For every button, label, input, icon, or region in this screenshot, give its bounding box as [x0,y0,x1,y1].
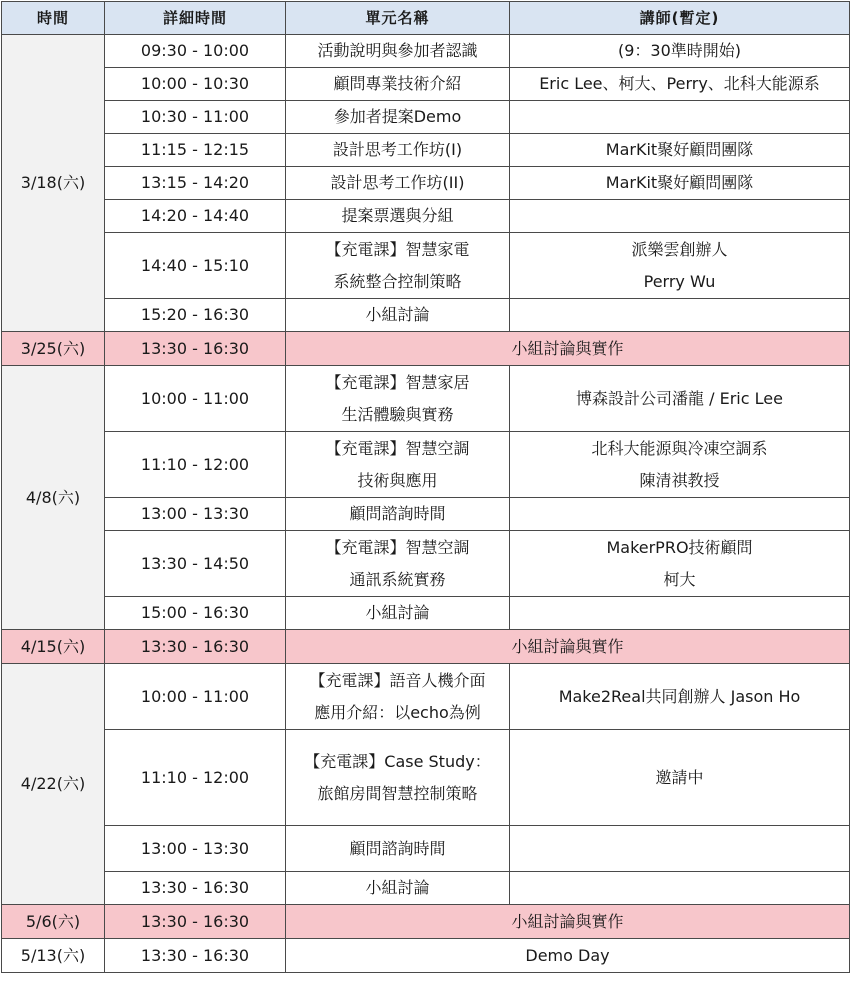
header-row [2,2,850,35]
unit-cell-line: 【充電課】語音人機介面 [309,670,486,690]
teacher-cell [510,730,850,826]
teacher-cell [510,68,850,101]
time-cell-line: 14:20 - 14:40 [140,206,250,225]
header-date: 時間 [2,2,105,35]
table-row [2,68,850,101]
time-cell [105,68,286,101]
header-teacher: 講師(暫定) [510,2,850,35]
teacher-cell [510,432,850,498]
time-cell [105,905,286,939]
time-cell-line: 10:30 - 11:00 [140,107,250,126]
table-row [2,134,850,167]
time-cell-line: 10:00 - 11:00 [140,388,250,408]
unit-cell-line: 提案票選與分組 [341,206,454,225]
time-cell [105,664,286,730]
table-row [2,664,850,730]
time-cell [105,332,286,366]
time-cell [105,233,286,299]
teacher-cell-line: Perry Wu [643,271,716,291]
table-row [2,905,850,939]
time-cell-line: 13:30 - 14:50 [140,553,250,573]
time-cell [105,872,286,905]
time-cell-line: 14:40 - 15:10 [140,255,250,275]
teacher-cell-line: MarKit聚好顧問團隊 [605,173,754,192]
time-cell-line: 13:15 - 14:20 [140,173,250,192]
date-cell-line: 4/22(六) [20,774,86,793]
unit-cell [286,68,510,101]
date-cell-line: 5/6(六) [25,911,81,931]
time-cell-line: 13:00 - 13:30 [140,838,250,858]
time-cell [105,299,286,332]
teacher-cell [510,826,850,872]
unit-cell [286,299,510,332]
unit-cell [286,826,510,872]
unit-cell [286,872,510,905]
teacher-cell-line: (9：30準時開始) [617,41,742,60]
time-cell [105,200,286,233]
unit-cell [286,35,510,68]
date-cell-line: 3/18(六) [20,173,86,192]
unit-cell [286,531,510,597]
merged-cell-line: 小組討論與實作 [511,338,624,358]
date-cell [2,664,105,905]
teacher-cell [510,531,850,597]
teacher-cell [510,366,850,432]
time-cell-line: 15:00 - 16:30 [140,603,250,622]
table-row [2,939,850,973]
table-row [2,167,850,200]
teacher-cell [510,35,850,68]
unit-cell [286,498,510,531]
teacher-cell-line: 柯大 [663,569,696,589]
time-cell [105,167,286,200]
time-cell [105,730,286,826]
unit-cell-line: 【充電課】Case Study： [304,751,491,771]
unit-cell-line: 小組討論 [365,878,430,897]
teacher-cell-line: 邀請中 [655,767,704,787]
time-cell-line: 13:30 - 16:30 [140,911,250,931]
table-row [2,200,850,233]
merged-cell [286,939,850,973]
unit-cell-line: 旅館房間智慧控制策略 [317,783,478,803]
time-cell [105,35,286,68]
time-cell [105,134,286,167]
table-row [2,630,850,664]
date-cell-line: 3/25(六) [20,338,86,358]
teacher-cell [510,134,850,167]
time-cell [105,939,286,973]
time-cell [105,366,286,432]
merged-cell-line: 小組討論與實作 [511,636,624,656]
teacher-cell [510,167,850,200]
teacher-cell [510,299,850,332]
schedule-body [2,35,850,973]
teacher-cell-line: 派樂雲創辦人 [631,239,728,259]
time-cell-line: 13:00 - 13:30 [140,504,250,523]
time-cell-line: 13:30 - 16:30 [140,878,250,897]
table-row [2,531,850,597]
unit-cell [286,167,510,200]
unit-cell [286,233,510,299]
teacher-cell [510,233,850,299]
time-cell-line: 13:30 - 16:30 [140,338,250,358]
teacher-cell [510,872,850,905]
header-unit-name: 單元名稱 [286,2,510,35]
unit-cell-line: 顧問諮詢時間 [349,504,446,523]
unit-cell-line: 活動說明與參加者認識 [317,41,478,60]
teacher-cell-line: MakerPRO技術顧問 [606,537,753,557]
time-cell [105,630,286,664]
unit-cell-line: 顧問諮詢時間 [349,838,446,858]
unit-cell [286,200,510,233]
unit-cell-line: 設計思考工作坊(I) [332,140,463,159]
teacher-cell-line: 北科大能源與冷凍空調系 [591,438,768,458]
time-cell-line: 10:00 - 10:30 [140,74,250,93]
header-detail-time: 詳細時間 [105,2,286,35]
time-cell [105,101,286,134]
table-row [2,730,850,826]
time-cell-line: 11:10 - 12:00 [140,454,250,474]
unit-cell-line: 技術與應用 [357,470,438,490]
table-row [2,826,850,872]
merged-cell [286,905,850,939]
time-cell-line: 15:20 - 16:30 [140,305,250,324]
table-row [2,35,850,68]
date-cell [2,939,105,973]
unit-cell-line: 通訊系統實務 [349,569,446,589]
table-row [2,872,850,905]
teacher-cell [510,664,850,730]
time-cell-line: 09:30 - 10:00 [140,41,250,60]
unit-cell-line: 生活體驗與實務 [341,404,454,424]
unit-cell-line: 【充電課】智慧空調 [325,537,470,557]
table-row [2,498,850,531]
unit-cell-line: 設計思考工作坊(II) [330,173,465,192]
unit-cell-line: 小組討論 [365,305,430,324]
teacher-cell-line: 陳清祺教授 [639,470,720,490]
date-cell [2,35,105,332]
time-cell-line: 11:15 - 12:15 [140,140,250,159]
unit-cell [286,432,510,498]
teacher-cell [510,498,850,531]
unit-cell-line: 參加者提案Demo [333,107,462,126]
table-row [2,366,850,432]
time-cell-line: 11:10 - 12:00 [140,767,250,787]
teacher-cell-line: 博森設計公司潘龍 / Eric Lee [576,388,783,408]
merged-cell [286,630,850,664]
date-cell-line: 5/13(六) [20,945,86,965]
teacher-cell-line: MarKit聚好顧問團隊 [605,140,754,159]
table-row [2,332,850,366]
table-row [2,233,850,299]
unit-cell-line: 顧問專業技術介紹 [333,74,462,93]
date-cell-line: 4/15(六) [20,636,86,656]
merged-cell-line: Demo Day [525,945,610,965]
teacher-cell-line: Eric Lee、柯大、Perry、北科大能源系 [539,74,820,93]
unit-cell [286,730,510,826]
unit-cell-line: 小組討論 [365,603,430,622]
table-row [2,432,850,498]
teacher-cell [510,597,850,630]
date-cell [2,366,105,630]
unit-cell [286,101,510,134]
unit-cell-line: 【充電課】智慧空調 [325,438,470,458]
date-cell [2,905,105,939]
unit-cell-line: 應用介紹：以echo為例 [314,702,481,722]
teacher-cell [510,200,850,233]
date-cell [2,332,105,366]
time-cell-line: 10:00 - 11:00 [140,686,250,706]
unit-cell [286,134,510,167]
unit-cell-line: 【充電課】智慧家居 [325,372,470,392]
date-cell-line: 4/8(六) [25,487,81,507]
time-cell [105,432,286,498]
date-cell [2,630,105,664]
table-row [2,299,850,332]
table-row [2,101,850,134]
time-cell [105,531,286,597]
unit-cell-line: 系統整合控制策略 [333,271,462,291]
teacher-cell-line: Make2Real共同創辦人 Jason Ho [558,686,801,706]
unit-cell [286,597,510,630]
time-cell [105,597,286,630]
time-cell-line: 13:30 - 16:30 [140,636,250,656]
merged-cell [286,332,850,366]
time-cell [105,498,286,531]
teacher-cell [510,101,850,134]
time-cell [105,826,286,872]
unit-cell [286,366,510,432]
unit-cell-line: 【充電課】智慧家電 [325,239,470,259]
unit-cell [286,664,510,730]
schedule-table [1,1,850,973]
merged-cell-line: 小組討論與實作 [511,911,624,931]
time-cell-line: 13:30 - 16:30 [140,945,250,965]
table-row [2,597,850,630]
